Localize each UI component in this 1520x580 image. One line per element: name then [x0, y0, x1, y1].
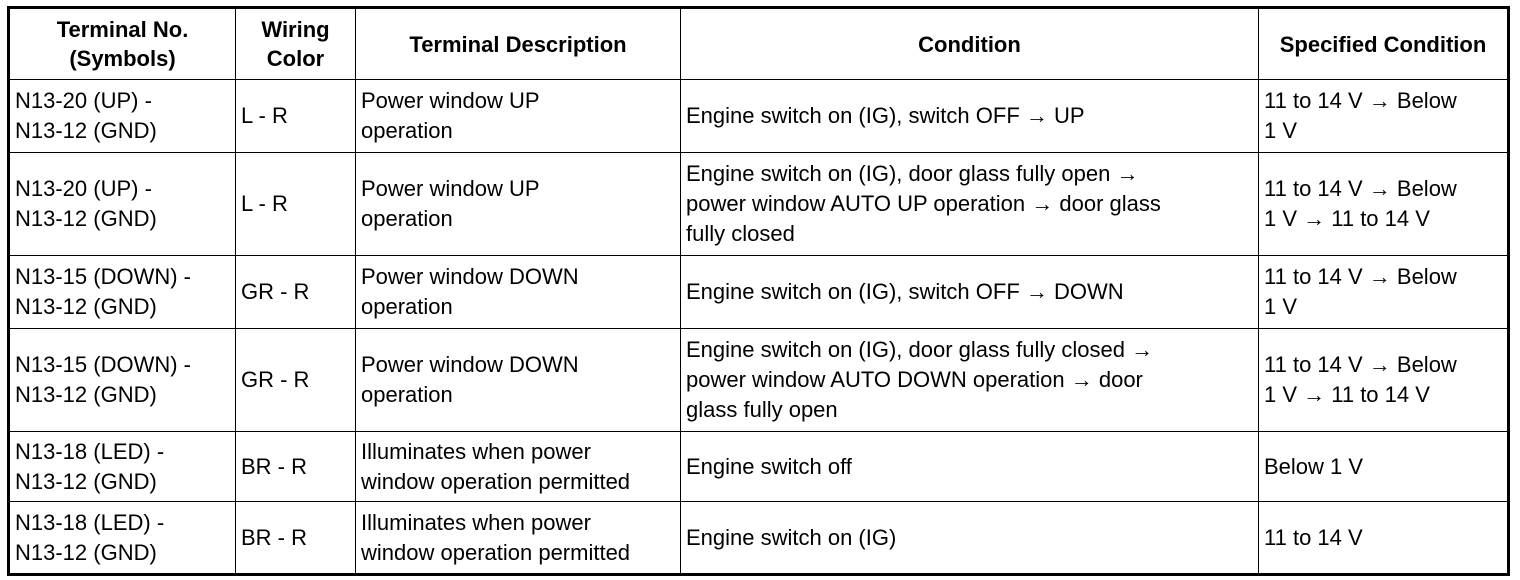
cell-description [356, 256, 681, 329]
cell-condition [681, 432, 1259, 502]
cell-line: fully closed [686, 221, 795, 246]
cell-line: power window AUTO DOWN operation → door [686, 367, 1143, 392]
cell-line: Power window UP [361, 176, 540, 201]
cell-line: operation [361, 294, 453, 319]
cell-wiring: GR - R [236, 256, 356, 329]
cell-line: Engine switch on (IG), door glass fully closed → [686, 337, 1154, 362]
cell-line: N13-12 (GND) [15, 206, 157, 231]
cell-line: 11 to 14 V → Below [1264, 88, 1457, 113]
cell-line: Power window DOWN [361, 352, 579, 377]
cell-line: 1 V → 11 to 14 V [1264, 206, 1430, 231]
header-wiring-line: Wiring [261, 17, 330, 42]
table-row [9, 80, 1509, 153]
cell-line: N13-12 (GND) [15, 382, 157, 407]
cell-wiring: L - R [236, 80, 356, 153]
header-wiring-color [236, 8, 356, 80]
cell-specified [1259, 329, 1509, 432]
cell-description [356, 153, 681, 256]
header-condition: Condition [681, 8, 1259, 80]
cell-line: Engine switch on (IG), switch OFF → DOWN [686, 279, 1124, 304]
cell-specified [1259, 432, 1509, 502]
cell-line: N13-20 (UP) - [15, 88, 152, 113]
cell-condition [681, 153, 1259, 256]
cell-wiring: GR - R [236, 329, 356, 432]
cell-line: 1 V [1264, 294, 1298, 319]
cell-specified [1259, 502, 1509, 575]
cell-condition [681, 329, 1259, 432]
table-row [9, 432, 1509, 502]
cell-line: Engine switch off [686, 453, 852, 479]
cell-wiring: BR - R [236, 502, 356, 575]
cell-line: Illuminates when power [361, 509, 591, 535]
cell-line: Engine switch on (IG), door glass fully open → [686, 161, 1139, 186]
cell-line: Engine switch on (IG), switch OFF → UP [686, 103, 1085, 128]
cell-terminal [9, 432, 236, 502]
header-wiring-line: Color [266, 46, 325, 71]
cell-line: Engine switch on (IG) [686, 524, 897, 550]
cell-line: 11 to 14 V → Below [1264, 176, 1457, 201]
table-header-row [9, 8, 1509, 80]
cell-condition [681, 80, 1259, 153]
cell-terminal [9, 80, 236, 153]
cell-line: Below 1 V [1264, 453, 1364, 479]
cell-wiring: L - R [236, 153, 356, 256]
cell-description [356, 329, 681, 432]
header-terminal-line: (Symbols) [69, 46, 176, 71]
cell-line: 1 V [1264, 118, 1298, 143]
cell-line: N13-20 (UP) - [15, 176, 152, 201]
header-specified-condition: Specified Condition [1259, 8, 1509, 80]
table-row [9, 256, 1509, 329]
cell-line: 1 V → 11 to 14 V [1264, 382, 1430, 407]
cell-terminal [9, 502, 236, 575]
header-terminal-description: Terminal Description [356, 8, 681, 80]
cell-line: 11 to 14 V → Below [1264, 264, 1457, 289]
cell-condition [681, 256, 1259, 329]
cell-condition [681, 502, 1259, 575]
cell-line: window operation permitted [361, 468, 631, 494]
cell-line: N13-18 (LED) - [15, 509, 165, 535]
cell-line: Illuminates when power [361, 438, 591, 464]
terminal-spec-table [7, 6, 1510, 576]
header-terminal-line: Terminal No. [56, 17, 189, 42]
cell-description [356, 502, 681, 575]
cell-description [356, 432, 681, 502]
cell-line: power window AUTO UP operation → door glass [686, 191, 1161, 216]
cell-specified [1259, 256, 1509, 329]
cell-line: N13-15 (DOWN) - [15, 352, 192, 377]
cell-description [356, 80, 681, 153]
cell-line: 11 to 14 V [1264, 524, 1363, 550]
cell-line: operation [361, 382, 453, 407]
cell-line: Power window UP [361, 88, 540, 113]
cell-line: operation [361, 206, 453, 231]
cell-line: N13-15 (DOWN) - [15, 264, 192, 289]
table-row [9, 502, 1509, 575]
cell-line: glass fully open [686, 397, 838, 422]
cell-line: N13-12 (GND) [15, 294, 157, 319]
cell-terminal [9, 329, 236, 432]
cell-line: N13-12 (GND) [15, 539, 157, 565]
cell-terminal [9, 256, 236, 329]
table-row [9, 153, 1509, 256]
cell-line: N13-12 (GND) [15, 118, 157, 143]
cell-line: Power window DOWN [361, 264, 579, 289]
cell-specified [1259, 153, 1509, 256]
cell-specified [1259, 80, 1509, 153]
cell-line: 11 to 14 V → Below [1264, 352, 1457, 377]
cell-line: window operation permitted [361, 539, 631, 565]
cell-terminal [9, 153, 236, 256]
cell-line: N13-12 (GND) [15, 468, 157, 494]
cell-wiring: BR - R [236, 432, 356, 502]
header-terminal-no [9, 8, 236, 80]
table-row [9, 329, 1509, 432]
cell-line: N13-18 (LED) - [15, 438, 165, 464]
cell-line: operation [361, 118, 453, 143]
